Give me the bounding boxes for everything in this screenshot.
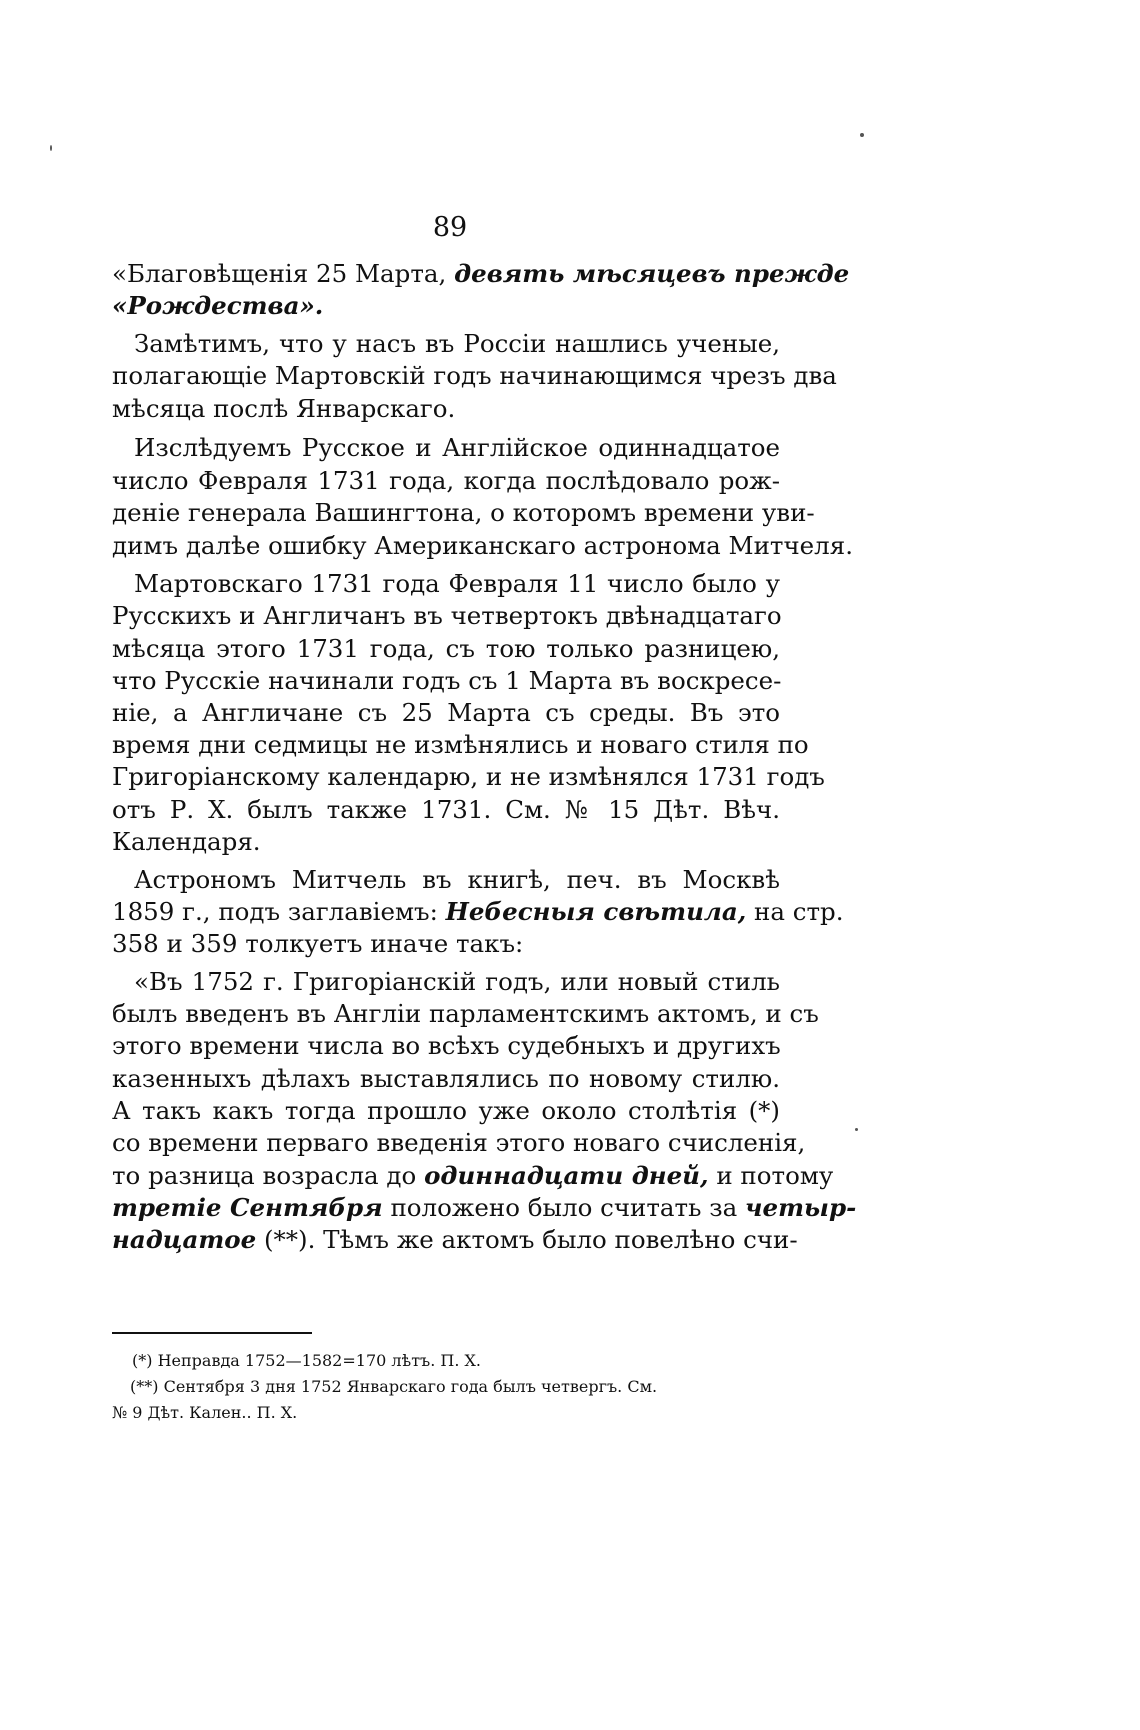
text-segment: «Благовѣщенія 25 Марта,	[112, 259, 455, 288]
text-segment: деніе генерала Вашингтона, о которомъ времени уви-	[112, 498, 815, 527]
text-segment: отъ Р. Х. былъ также 1731. См. № 15 Дѣт. Вѣч.	[112, 795, 780, 824]
text-line	[112, 826, 780, 858]
text-segment: этого времени числа во всѣхъ судебныхъ и другихъ	[112, 1031, 781, 1060]
footnote-2: (**) Сентября 3 дня 1752 Январскаго года былъ четвергъ. См.	[130, 1377, 658, 1396]
text-segment: на стр.	[746, 897, 844, 926]
text-segment: положено было считать за	[382, 1193, 745, 1222]
text-line	[134, 328, 780, 360]
text-segment: Календаря.	[112, 827, 261, 856]
text-line	[112, 1030, 780, 1062]
text-line	[134, 568, 780, 600]
text-segment: мѣсяца послѣ Январскаго.	[112, 394, 456, 423]
text-segment: «Въ 1752 г. Григоріанскій годъ, или новый стиль	[134, 967, 780, 996]
italic-text: Небесныя свѣтила,	[445, 897, 747, 926]
text-line	[112, 393, 780, 425]
text-line	[112, 1192, 857, 1224]
text-segment: димъ далѣе ошибку Американскаго астронома Митчеля.	[112, 531, 853, 560]
footnote-2-continued: № 9 Дѣт. Кален.. П. Х.	[112, 1403, 298, 1422]
text-line	[112, 928, 780, 960]
italic-text: «Рождества».	[112, 291, 324, 320]
text-segment: (**). Тѣмъ же актомъ было повелѣно счи-	[256, 1225, 798, 1254]
text-segment: Замѣтимъ, что у насъ въ Россіи нашлись ученые,	[134, 329, 780, 358]
text-segment: былъ введенъ въ Англіи парламентскимъ актомъ, и съ	[112, 999, 819, 1028]
italic-text: одиннадцати дней,	[424, 1161, 709, 1190]
text-line	[112, 896, 844, 928]
page-number: 89	[432, 212, 468, 243]
scan-speck	[855, 1128, 858, 1131]
text-line	[112, 497, 815, 529]
text-segment: мѣсяца этого 1731 года, съ тою только разницею,	[112, 634, 780, 663]
text-line	[112, 1127, 806, 1159]
text-line	[134, 432, 780, 464]
text-line	[112, 600, 780, 632]
text-segment: число Февраля 1731 года, когда послѣдовало рож-	[112, 466, 780, 495]
footnote-divider	[112, 1332, 312, 1334]
text-line	[112, 665, 780, 697]
text-segment: и потому	[708, 1161, 834, 1190]
text-line	[112, 794, 780, 826]
italic-text: третіе Сентября	[112, 1193, 383, 1222]
text-line	[112, 1224, 798, 1256]
text-segment: время дни седмицы не измѣнялись и новаго стиля по	[112, 730, 809, 759]
scan-speck	[50, 145, 52, 151]
text-segment: Русскихъ и Англичанъ въ четвертокъ двѣнадцатаго	[112, 601, 782, 630]
text-line	[112, 761, 825, 793]
text-line	[112, 729, 809, 761]
text-line	[112, 697, 780, 729]
text-line	[134, 864, 780, 896]
text-line	[112, 290, 780, 322]
text-segment: Мартовскаго 1731 года Февраля 11 число было у	[134, 569, 780, 598]
italic-text: надцатое	[112, 1225, 257, 1254]
text-segment: 358 и 359 толкуетъ иначе такъ:	[112, 929, 524, 958]
italic-text: четыр-	[744, 1193, 857, 1222]
text-line	[112, 1063, 780, 1095]
text-line	[112, 1095, 780, 1127]
footnote-1: (*) Неправда 1752—1582=170 лѣтъ. П. Х.	[132, 1351, 482, 1370]
text-segment: со времени перваго введенія этого новаго счисленія,	[112, 1128, 806, 1157]
text-segment: то разница возрасла до	[112, 1161, 425, 1190]
text-line	[112, 633, 780, 665]
text-segment: А такъ какъ тогда прошло уже около столѣтія (*)	[112, 1096, 780, 1125]
italic-text: девять мѣсяцевъ прежде	[454, 259, 850, 288]
text-line	[112, 1160, 834, 1192]
text-line	[112, 530, 853, 562]
text-line	[112, 465, 780, 497]
text-segment: Изслѣдуемъ Русское и Англійское одиннадцатое	[134, 433, 780, 462]
text-segment: что Русскіе начинали годъ съ 1 Марта въ воскресе-	[112, 666, 782, 695]
text-segment: казенныхъ дѣлахъ выставлялись по новому стилю.	[112, 1064, 780, 1093]
text-segment: 1859 г., подъ заглавіемъ:	[112, 897, 446, 926]
text-segment: Григоріанскому календарю, и не измѣнялся 1731 годъ	[112, 762, 825, 791]
text-segment: полагающіе Мартовскій годъ начинающимся чрезъ два	[112, 361, 837, 390]
text-line	[112, 998, 819, 1030]
text-line	[112, 258, 850, 290]
text-line	[112, 360, 837, 392]
text-segment: Астрономъ Митчель въ книгѣ, печ. въ Москвѣ	[134, 865, 780, 894]
text-segment: ніе, а Англичане съ 25 Марта съ среды. Въ это	[112, 698, 780, 727]
text-line	[134, 966, 780, 998]
scan-speck	[860, 133, 864, 137]
